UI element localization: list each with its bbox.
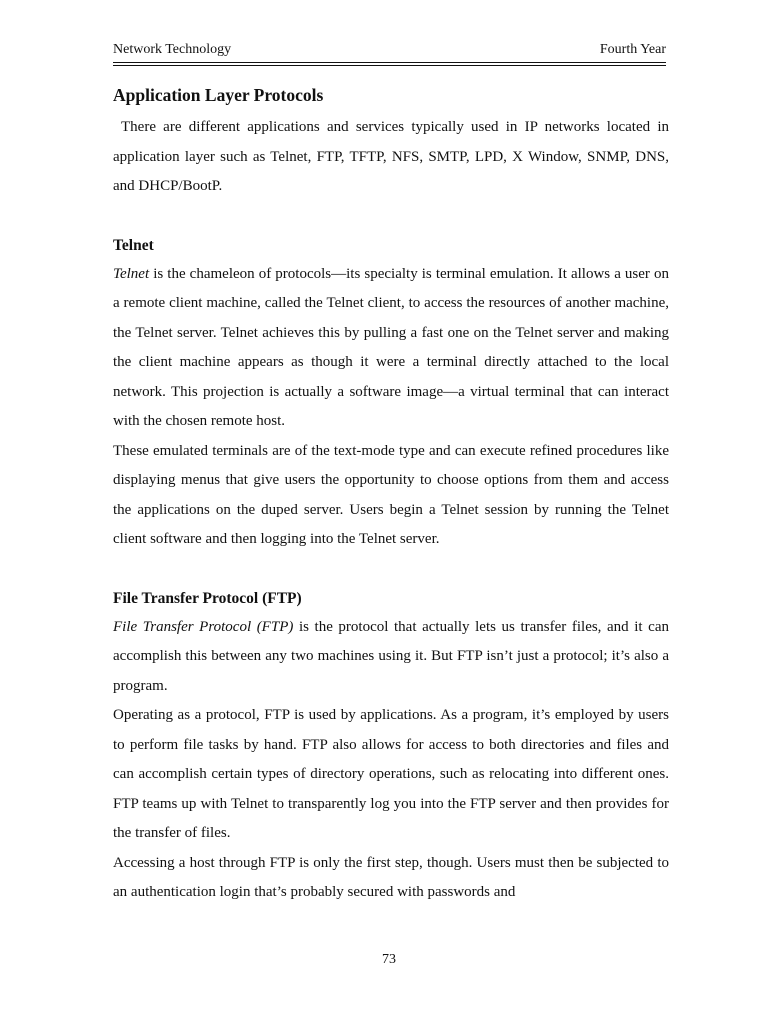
page-title: Application Layer Protocols bbox=[113, 85, 324, 105]
section-spacer bbox=[113, 202, 669, 231]
running-header bbox=[113, 40, 666, 60]
page-number: 73 bbox=[382, 952, 396, 967]
header-rule-thin bbox=[113, 62, 666, 63]
intro-paragraph: There are different applications and services typically used in IP networks located in application layer such as Telnet, FTP, TFTP, NFS, SMTP, LPD, X Window, SNMP, DNS, and DHCP/BootP. bbox=[113, 119, 669, 194]
telnet-paragraph-2: These emulated terminals are of the text-mode type and can execute refined procedures like displaying menus that give users the opportunity to choose options from them and access the applications on the duped server. Users begin a Telnet session by running the Telnet client software and then logging into the Telnet server. bbox=[113, 442, 669, 547]
telnet-paragraph-1 bbox=[113, 260, 669, 437]
ftp-paragraph-2: Operating as a protocol, FTP is used by applications. As a program, it’s employed by users to perform file tasks by hand. FTP also allows for access to both directories and files and can accomplish certain types of directory operations, such as relocating into different ones. FTP teams up with Telnet to transparently log you into the FTP server and then provides for the transfer of files. bbox=[113, 707, 669, 841]
section-spacer bbox=[113, 555, 669, 584]
ftp-heading: File Transfer Protocol (FTP) bbox=[113, 589, 302, 607]
ftp-paragraph-1 bbox=[113, 613, 669, 702]
header-course-title: Network Technology bbox=[113, 42, 232, 57]
ftp-paragraph-3: Accessing a host through FTP is only the first step, though. Users must then be subjected to an authentication login that’s probably secured with passwords and bbox=[113, 854, 669, 900]
telnet-heading: Telnet bbox=[113, 236, 154, 254]
ftp-term: File Transfer Protocol (FTP) bbox=[113, 618, 294, 635]
telnet-term: Telnet bbox=[113, 265, 150, 282]
header-rule-thick bbox=[113, 65, 666, 66]
ftp-paragraph-1-text: is the protocol that actually lets us transfer files, and it can accomplish this between any two machines using it. But FTP isn’t just a protocol; it’s also a program. bbox=[113, 618, 669, 694]
header-year: Fourth Year bbox=[599, 42, 666, 57]
telnet-paragraph-1-text: is the chameleon of protocols—its specialty is terminal emulation. It allows a user on a remote client machine, called the Telnet client, to access the resources of another machine, the Telnet server. Telnet achieves this by pulling a fast one on the Telnet server and making the client machine appears as though it were a terminal directly attached to the local network. This projection is actually a software image—a virtual terminal that can interact with the chosen remote host. bbox=[113, 265, 669, 429]
page-body bbox=[113, 82, 669, 908]
